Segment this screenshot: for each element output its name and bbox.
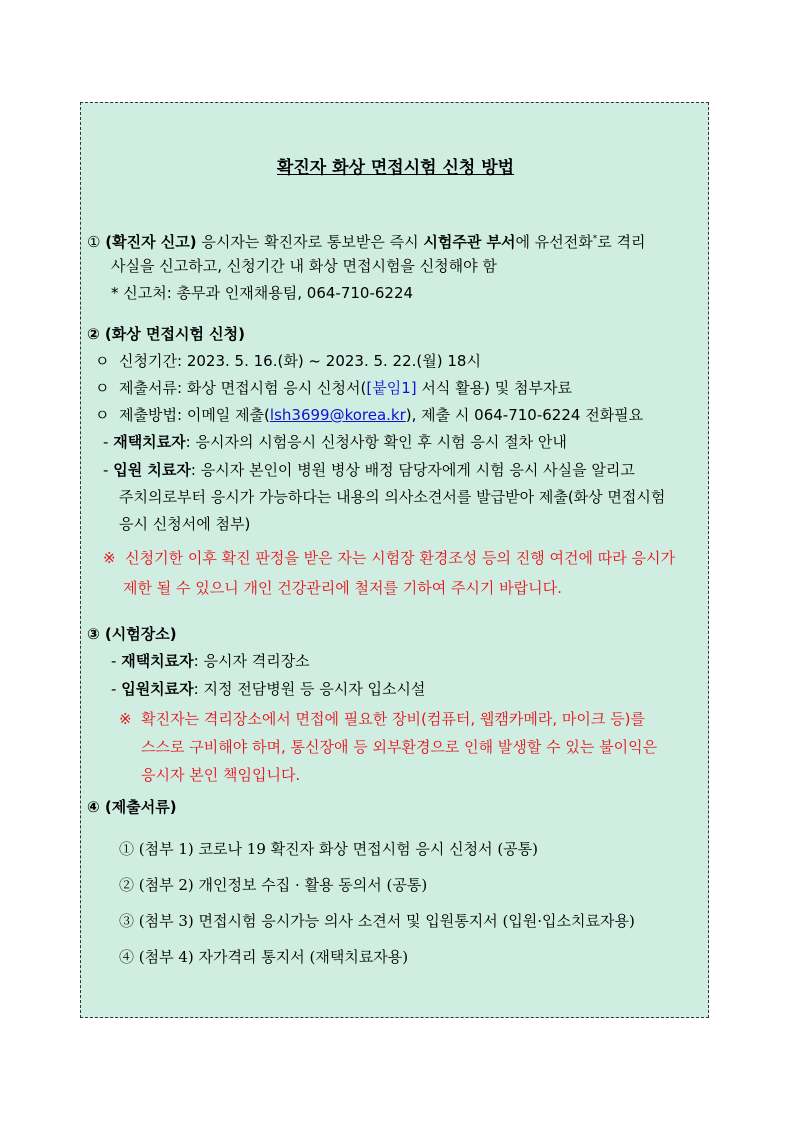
section2-heading: ② (화상 면접시험 신청): [87, 325, 245, 343]
dash-icon: -: [103, 433, 109, 451]
home-treatment-text: : 응시자의 시험응시 신청사항 확인 후 시험 응시 절차 안내: [185, 433, 567, 451]
period-text: 신청기간: 2023. 5. 16.(화) ~ 2023. 5. 22.(월) 18시: [119, 352, 481, 370]
hospital-treatment-label: 입원 치료자: [113, 461, 191, 479]
section3-note-line3: 응시자 본인 책임입니다.: [141, 766, 301, 784]
section1-line2: 사실을 신고하고, 신청기간 내 화상 면접시험을 신청해야 함: [111, 257, 497, 275]
method-text-b: ), 제출 시 064-710-6224 전화필요: [405, 406, 644, 424]
section3-heading: ③ (시험장소): [87, 625, 177, 643]
section2-note-line1: [103, 548, 675, 568]
attachment-item-1: ① (첨부 1) 코로나 19 확진자 화상 면접시험 응시 신청서 (공통): [119, 840, 539, 858]
section4-heading: ④ (제출서류): [87, 798, 177, 816]
section1-department: 시험주관 부서: [423, 233, 516, 251]
dash-icon: -: [111, 652, 117, 670]
section2-hosp-line1: [103, 460, 635, 480]
section2-method: [95, 405, 643, 425]
attachment-item-4: ④ (첨부 4) 자가격리 통지서 (재택치료자용): [119, 948, 409, 966]
section2-period: [95, 351, 481, 371]
attachment-item-3: ③ (첨부 3) 면접시험 응시가능 의사 소견서 및 입원통지서 (입원·입소치료자용): [119, 912, 635, 930]
home-place-label: 재택치료자: [121, 652, 194, 670]
section1-text-c: 에 유선전화: [515, 233, 593, 251]
bullet-icon: ㅇ: [95, 379, 110, 397]
bullet-icon: ㅇ: [95, 406, 110, 424]
reference-mark-icon: ※: [119, 710, 132, 728]
dash-icon: -: [111, 680, 117, 698]
method-text-a: 제출방법: 이메일 제출(: [119, 406, 270, 424]
hospital-treatment-text: : 응시자 본인이 병원 병상 배정 담당자에게 시험 응시 사실을 알리고: [190, 461, 635, 479]
reference-mark-icon: ※: [103, 549, 116, 567]
section3-home-line: [111, 651, 310, 671]
bullet-icon: ㅇ: [95, 352, 110, 370]
section2-hosp-line2: 주치의로부터 응시가 가능하다는 내용의 의사소견서를 발급받아 제출(화상 면접시험: [119, 488, 666, 506]
note-text-1: 확진자는 격리장소에서 면접에 필요한 장비(컴퓨터, 웹캠카메라, 마이크 등)를: [141, 710, 645, 728]
docs-text-a: 제출서류: 화상 면접시험 응시 신청서(: [119, 379, 367, 397]
section1-footnote-mark: *: [592, 234, 598, 244]
section3-hosp-line: [111, 679, 425, 699]
page-title: 확진자 화상 면접시험 신청 방법: [276, 158, 515, 178]
section1-text-a: 응시자는 확진자로 통보받은 즉시: [201, 233, 419, 251]
section1-marker: ①: [87, 233, 101, 251]
section1-text-d: 로 격리: [597, 233, 646, 251]
section2-home-line: [103, 432, 567, 452]
section1-line1: [87, 229, 646, 252]
hospital-place-text: : 지정 전담병원 등 응시자 입소시설: [193, 680, 426, 698]
section2-hosp-line3: 응시 신청서에 첨부): [119, 515, 251, 533]
home-place-text: : 응시자 격리장소: [193, 652, 310, 670]
section1-heading: (확진자 신고): [105, 233, 197, 251]
document-box: [80, 102, 709, 1018]
section2-note-line2: 제한 될 수 있으니 개인 건강관리에 철저를 기하여 주시기 바랍니다.: [123, 579, 562, 597]
docs-text-b: 서식 활용) 및 첨부자료: [416, 379, 572, 397]
note-text-1: 신청기한 이후 확진 판정을 받은 자는 시험장 환경조성 등의 진행 여건에 따라 응시가: [125, 549, 676, 567]
section3-note-line1: [119, 709, 645, 729]
home-treatment-label: 재택치료자: [113, 433, 186, 451]
attachment1-link[interactable]: [붙임1]: [366, 379, 417, 397]
hospital-place-label: 입원치료자: [121, 680, 194, 698]
section3-note-line2: 스스로 구비해야 하며, 통신장애 등 외부환경으로 인해 발생할 수 있는 불이익은: [141, 738, 658, 756]
section2-docs: [95, 378, 572, 398]
dash-icon: -: [103, 461, 109, 479]
attachment-item-2: ② (첨부 2) 개인정보 수집 · 활용 동의서 (공통): [119, 876, 428, 894]
email-link[interactable]: lsh3699@korea.kr: [269, 406, 406, 424]
section1-line3: * 신고처: 총무과 인재채용팀, 064-710-6224: [111, 284, 414, 302]
